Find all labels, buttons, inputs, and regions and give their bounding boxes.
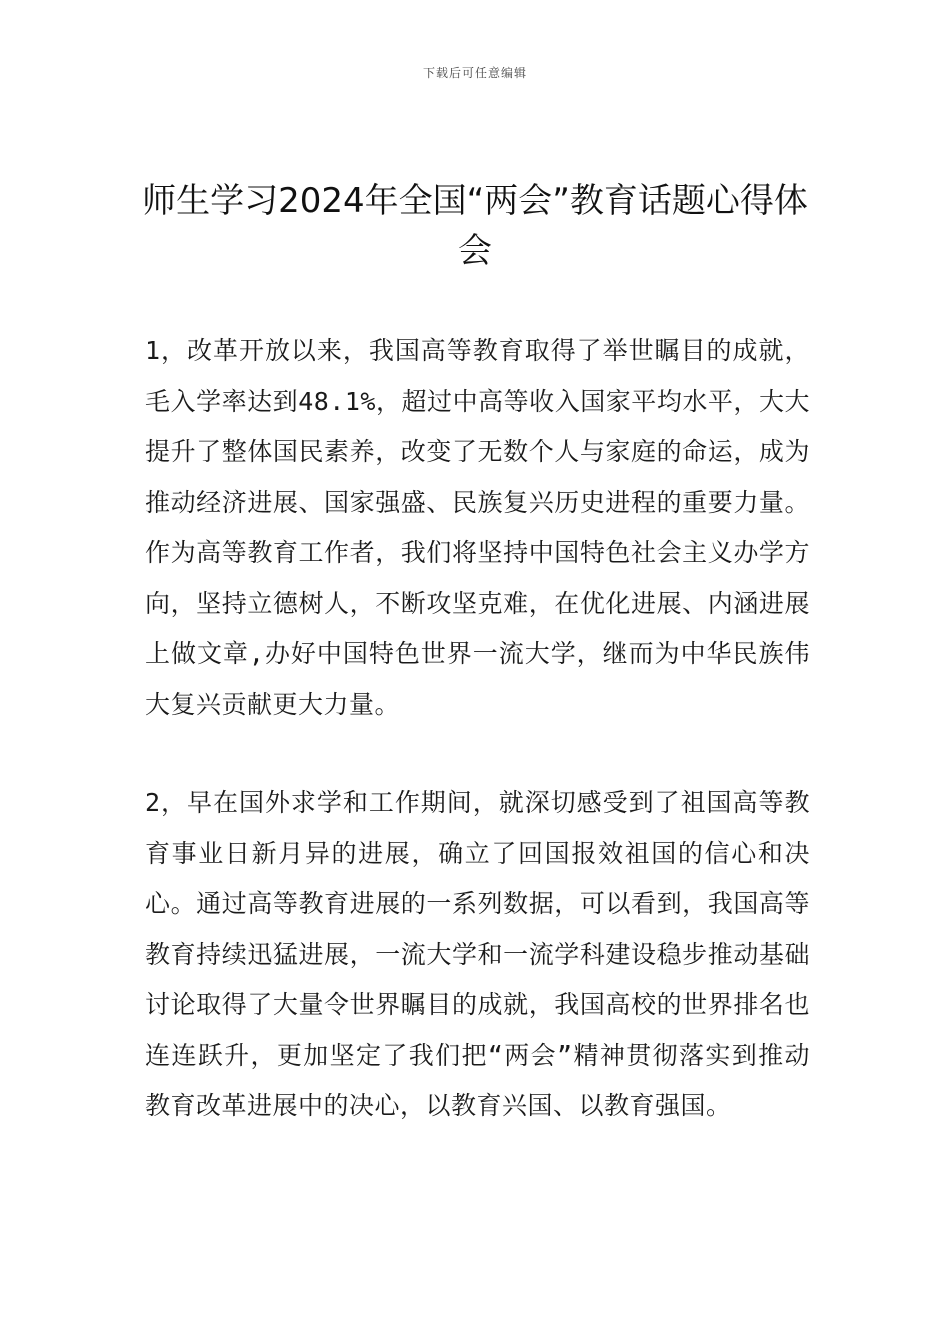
paragraph-1: 1，改革开放以来，我国高等教育取得了举世瞩目的成就，毛入学率达到48.1%，超过中高等收入国家平均水平，大大提升了整体国民素养，改变了无数个人与家庭的命运，成为推动经济进展、国家强盛、民族复兴历史进程的重要力量。作为高等教育工作者，我们将坚持中国特色社会主义办学方向，坚持立德树人，不断攻坚克难，在优化进展、内涵进展上做文章,办好中国特色世界一流大学，继而为中华民族伟大复兴贡献更大力量。 [145,336,810,719]
header-note: 下载后可任意编辑 [422,66,527,80]
document-title: 师生学习2024年全国“两会”教育话题心得体会 [142,181,808,271]
paragraph-2: 2，早在国外求学和工作期间，就深切感受到了祖国高等教育事业日新月异的进展，确立了回国报效祖国的信心和决心。通过高等教育进展的一系列数据，可以看到，我国高等教育持续迅猛进展，一流大学和一流学科建设稳步推动基础讨论取得了大量令世界瞩目的成就，我国高校的世界排名也连连跃升，更加坚定了我们把“两会”精神贯彻落实到推动教育改革进展中的决心，以教育兴国、以教育强国。 [145,788,810,1120]
